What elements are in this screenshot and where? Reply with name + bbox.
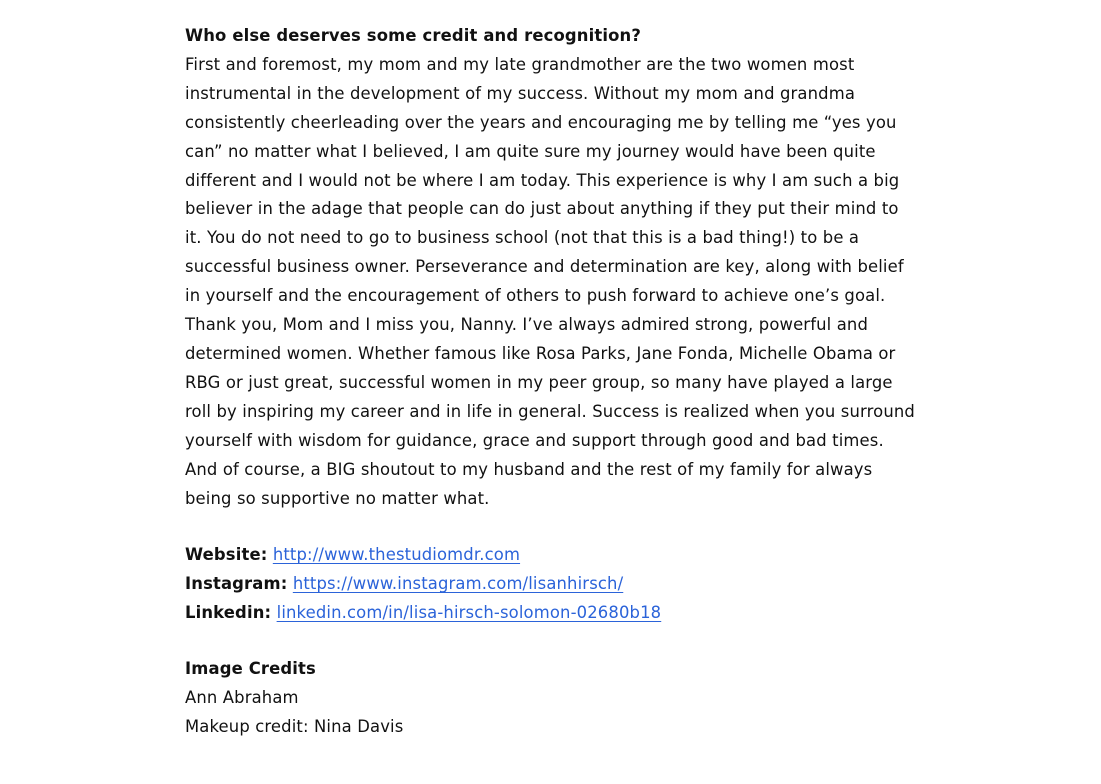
- image-credits-title: Image Credits: [185, 659, 316, 679]
- article-content: [185, 22, 920, 742]
- contact-links: [185, 541, 920, 628]
- website-row: [185, 541, 920, 570]
- image-credits: [185, 655, 920, 742]
- section-answer: First and foremost, my mom and my late grandmother are the two women most instrumental in the development of my success. Without my mom and grandma consistently cheerleading over the years and encouraging me by telling me “yes you can” no matter what I believed, I am quite sure my journey would have been quite different and I would not be where I am today. This experience is why I am such a big believer in the adage that people can do just about anything if they put their mind to it. You do not need to go to business school (not that this is a bad thing!) to be a successful business owner. Perseverance and determination are key, along with belief in yourself and the encouragement of others to push forward to achieve one’s goal. Thank you, Mom and I miss you, Nanny. I’ve always admired strong, powerful and determined women. Whether famous like Rosa Parks, Jane Fonda, Michelle Obama or RBG or just great, successful women in my peer group, so many have played a large roll by inspiring my career and in life in general. Success is realized when you surround yourself with wisdom for guidance, grace and support through good and bad times. And of course, a BIG shoutout to my husband and the rest of my family for always being so supportive no matter what.: [185, 54, 915, 508]
- linkedin-link[interactable]: linkedin.com/in/lisa-hirsch-solomon-02680b18: [276, 603, 662, 623]
- website-link[interactable]: http://www.thestudiomdr.com: [272, 545, 521, 565]
- instagram-row: [185, 570, 920, 599]
- section-question: Who else deserves some credit and recognition?: [185, 26, 641, 45]
- photographer-credit: Ann Abraham: [185, 688, 299, 708]
- linkedin-label: Linkedin:: [185, 603, 272, 623]
- instagram-label: Instagram:: [185, 574, 288, 594]
- linkedin-row: [185, 599, 920, 628]
- instagram-link[interactable]: https://www.instagram.com/lisanhirsch/: [292, 574, 624, 594]
- makeup-credit: Makeup credit: Nina Davis: [185, 716, 404, 736]
- website-label: Website:: [185, 545, 268, 565]
